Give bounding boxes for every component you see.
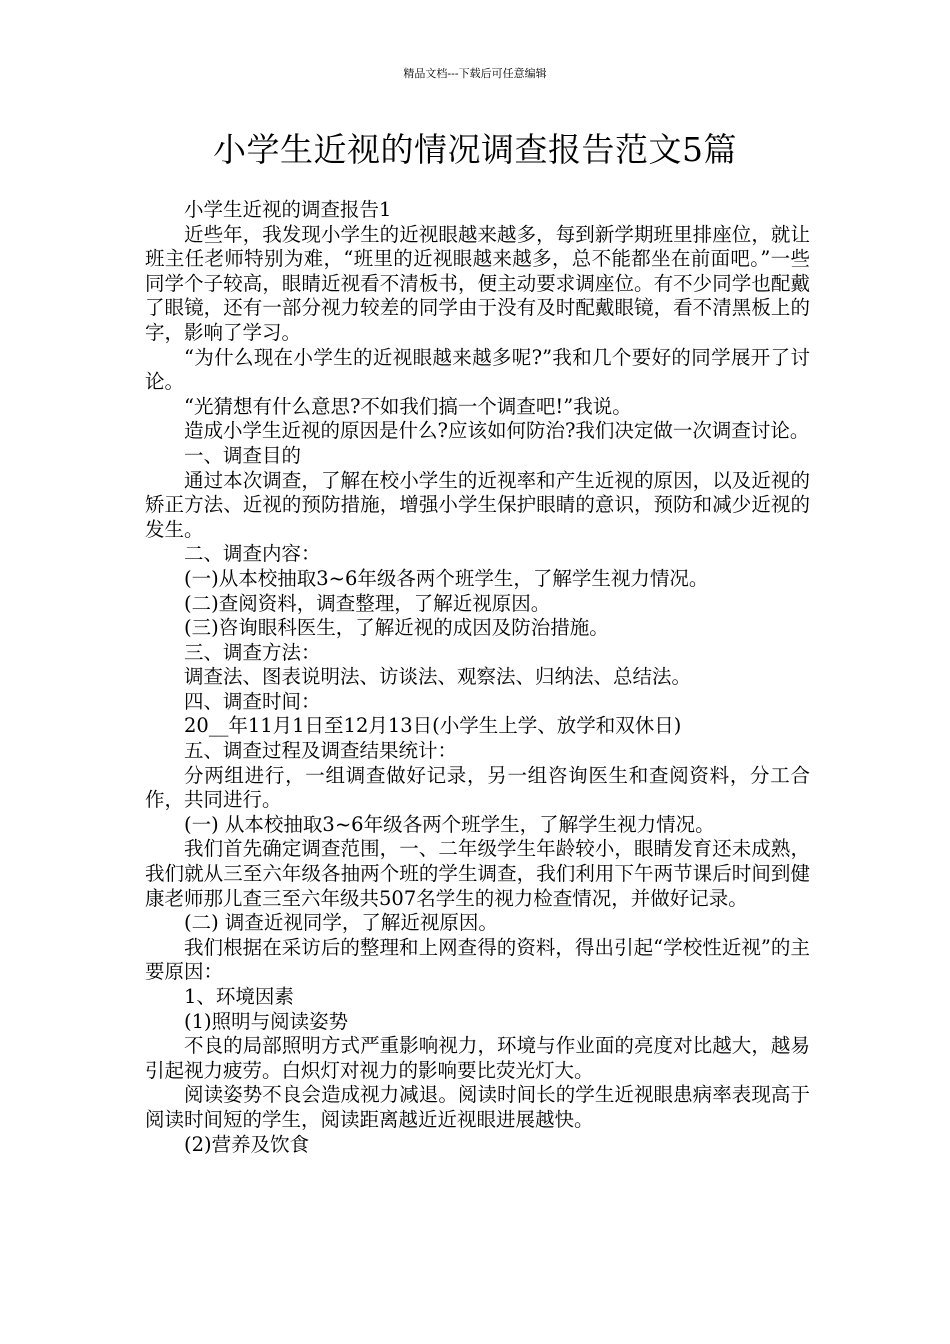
body-paragraph: 通过本次调查，了解在校小学生的近视率和产生近视的原因，以及近视的矫正方法、近视的预防措施，增强小学生保护眼睛的意识，预防和减少近视的发生。 xyxy=(145,468,810,541)
list-item: (三)咨询眼科医生，了解近视的成因及防治措施。 xyxy=(184,616,609,640)
subsection-heading: 1、环境因素 xyxy=(184,985,294,1008)
document-title: 小学生近视的情况调查报告范文5篇 xyxy=(213,130,737,169)
subsection-heading: (2)营养及饮食 xyxy=(184,1132,310,1156)
body-paragraph: “光猜想有什么意思?不如我们搞一个调查吧!”我说。 xyxy=(184,394,632,418)
list-item: (一)从本校抽取3~6年级各两个班学生，了解学生视力情况。 xyxy=(184,566,709,590)
section-heading: 四、调查时间： xyxy=(184,689,321,713)
section-heading: 五、调查过程及调查结果统计： xyxy=(184,739,458,763)
list-item: (二) 调查近视同学，了解近视原因。 xyxy=(184,911,498,935)
body-paragraph: 调查法、图表说明法、访谈法、观察法、归纳法、总结法。 xyxy=(184,665,692,689)
section-heading: 三、调查方法： xyxy=(184,640,321,664)
body-paragraph: 不良的局部照明方式严重影响视力，环境与作业面的亮度对比越大，越易引起视力疲劳。白炽灯对视力的影响要比荧光灯大。 xyxy=(145,1034,810,1082)
subsection-heading: (1)照明与阅读姿势 xyxy=(184,1009,349,1033)
body-paragraph: 阅读姿势不良会造成视力减退。阅读时间长的学生近视眼患病率表现高于阅读时间短的学生，阅读距离越近近视眼进展越快。 xyxy=(145,1083,810,1131)
section-heading: 二、调查内容： xyxy=(184,542,321,566)
document-body xyxy=(145,198,810,1157)
list-item: (一) 从本校抽取3~6年级各两个班学生，了解学生视力情况。 xyxy=(184,812,715,836)
body-paragraph: 20__年11月1日至12月13日(小学生上学、放学和双休日) xyxy=(184,714,682,738)
body-paragraph: “为什么现在小学生的近视眼越来越多呢?”我和几个要好的同学展开了讨论。 xyxy=(145,345,810,394)
header-note: 精品文档---下载后可任意编辑 xyxy=(403,67,547,80)
section-heading: 一、调查目的 xyxy=(184,443,302,467)
body-paragraph: 我们根据在采访后的整理和上网查得的资料，得出引起“学校性近视”的主要原因： xyxy=(145,935,810,984)
list-item: (二)查阅资料，调查整理，了解近视原因。 xyxy=(184,591,551,615)
body-paragraph: 我们首先确定调查范围，一、二年级学生年龄较小，眼睛发育还未成熟，我们就从三至六年级各抽两个班的学生调查，我们利用下午两节课后时间到健康老师那儿查三至六年级共507名学生的视力检查情况，并做好记录。 xyxy=(145,837,810,910)
section-heading: 小学生近视的调查报告1 xyxy=(184,198,392,221)
body-paragraph: 分两组进行，一组调查做好记录，另一组咨询医生和查阅资料，分工合作，共同进行。 xyxy=(145,763,810,812)
body-paragraph: 造成小学生近视的原因是什么?应该如何防治?我们决定做一次调查讨论。 xyxy=(184,419,810,443)
body-paragraph: 近些年，我发现小学生的近视眼越来越多，每到新学期班里排座位，就让班主任老师特别为难，“班里的近视眼越来越多，总不能都坐在前面吧。”一些同学个子较高，眼睛近视看不清板书，便主动要求调座位。有不少同学也配戴了眼镜，还有一部分视力较差的同学由于没有及时配戴眼镜，看不清黑板上的字，影响了学习。 xyxy=(145,222,810,344)
